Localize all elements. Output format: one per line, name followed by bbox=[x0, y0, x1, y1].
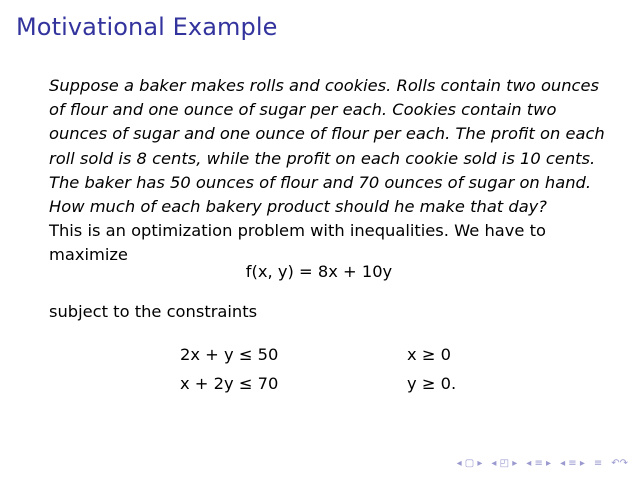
nav-toc-icon[interactable]: ≡ bbox=[593, 458, 603, 469]
nav-subsection-icon[interactable]: ◂ ◰ ▸ bbox=[491, 458, 518, 469]
nav-section-icon[interactable]: ◂ ≡ ▸ bbox=[526, 458, 552, 469]
beamer-navigation-bar bbox=[457, 458, 628, 469]
intro-text: This is an optimization problem with inequalities. We have to maximize bbox=[49, 221, 546, 265]
nav-frame-icon[interactable]: ◂ ▢ ▸ bbox=[456, 458, 483, 469]
nav-document-icon[interactable]: ◂ ≡ ▸ bbox=[560, 458, 585, 469]
constraint-y-nonnegative: y ≥ 0. bbox=[407, 374, 457, 393]
objective-function: f(x, y) = 8x + 10y bbox=[245, 262, 393, 281]
constraint-x-nonnegative: x ≥ 0 bbox=[407, 345, 451, 364]
constraint-sugar: x + 2y ≤ 70 bbox=[180, 374, 279, 393]
constraint-flour: 2x + y ≤ 50 bbox=[180, 345, 279, 364]
problem-statement: Suppose a baker makes rolls and cookies. Rolls contain two ounces of flour and one ounce of sugar per each. Cookies contain two ounces of sugar and one ounce of flour per each. The profit on each roll sold is 8 cents, while the profit on each cookie sold is 10 cents. The baker has 50 ounces of flour and 70 ounces of sugar on hand. How much of each bakery product should he make that day? bbox=[49, 76, 605, 217]
constraints-label: subject to the constraints bbox=[49, 302, 258, 321]
nav-back-forward-icon[interactable]: ↶↷ bbox=[611, 458, 628, 469]
slide-body bbox=[49, 74, 609, 268]
slide-title: Motivational Example bbox=[16, 13, 278, 41]
